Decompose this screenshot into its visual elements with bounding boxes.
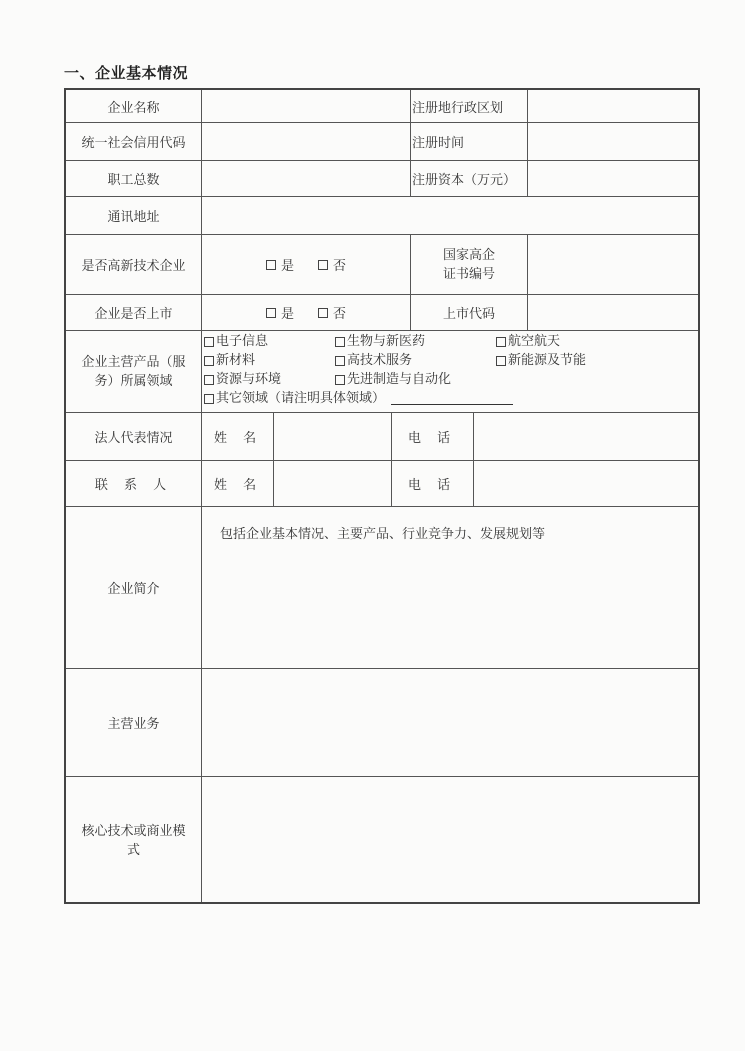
label-cert-number: 国家高企 证书编号 <box>442 247 495 282</box>
domain-electronics-checkbox[interactable]: 电子信息 <box>204 332 268 351</box>
listed-options <box>202 295 410 330</box>
core-tech-field[interactable] <box>202 777 700 904</box>
label-staff: 职工总数 <box>107 173 160 188</box>
reg-capital-field[interactable] <box>528 161 700 196</box>
hightech-yes-checkbox[interactable]: 是 <box>266 255 294 274</box>
domain-energy-checkbox[interactable]: 新能源及节能 <box>496 351 586 370</box>
label-listed: 企业是否上市 <box>94 307 173 322</box>
checkbox-icon <box>266 308 276 318</box>
label-address: 通讯地址 <box>107 210 160 225</box>
label-contact: 联 系 人 <box>94 478 173 493</box>
hightech-no-checkbox[interactable]: 否 <box>318 255 346 274</box>
checkbox-icon <box>496 337 506 347</box>
label-intro: 企业简介 <box>107 582 160 597</box>
contact-phone-field[interactable] <box>474 461 700 506</box>
credit-code-field[interactable] <box>202 123 410 160</box>
domain-biomed-checkbox[interactable]: 生物与新医药 <box>335 332 425 351</box>
legal-rep-phone-label: 电 话 <box>408 431 457 446</box>
other-domain-blank[interactable] <box>391 392 513 405</box>
reg-region-field[interactable] <box>528 90 700 122</box>
reg-time-field[interactable] <box>528 123 700 160</box>
legal-rep-name-label: 姓 名 <box>214 431 263 446</box>
domain-other-checkbox[interactable]: 其它领域（请注明具体领域） <box>204 389 513 408</box>
checkbox-icon <box>204 394 214 404</box>
contact-phone-label: 电 话 <box>408 478 457 493</box>
basic-info-form <box>64 88 700 904</box>
business-field[interactable] <box>202 669 700 776</box>
domain-environment-checkbox[interactable]: 资源与环境 <box>204 370 281 389</box>
label-company-name: 企业名称 <box>107 100 160 116</box>
domain-manufacturing-checkbox[interactable]: 先进制造与自动化 <box>335 370 451 389</box>
label-reg-time: 注册时间 <box>412 136 465 151</box>
legal-rep-name-field[interactable] <box>274 413 391 460</box>
checkbox-icon <box>335 356 345 366</box>
listed-yes-checkbox[interactable]: 是 <box>266 303 294 322</box>
label-business: 主营业务 <box>107 717 160 732</box>
cert-number-field[interactable] <box>528 235 700 294</box>
section-heading: 一、企业基本情况 <box>64 64 189 82</box>
intro-hint: 包括企业基本情况、主要产品、行业竞争力、发展规划等 <box>220 527 546 542</box>
domain-materials-checkbox[interactable]: 新材料 <box>204 351 255 370</box>
label-legal-rep: 法人代表情况 <box>94 431 173 446</box>
label-reg-capital: 注册资本（万元） <box>412 173 517 188</box>
domain-hightech-service-checkbox[interactable]: 高技术服务 <box>335 351 412 370</box>
checkbox-icon <box>204 337 214 347</box>
checkbox-icon <box>335 375 345 385</box>
checkbox-icon <box>318 260 328 270</box>
listed-no-checkbox[interactable]: 否 <box>318 303 346 322</box>
checkbox-icon <box>266 260 276 270</box>
domain-aerospace-checkbox[interactable]: 航空航天 <box>496 332 560 351</box>
checkbox-icon <box>204 356 214 366</box>
label-domain: 企业主营产品（服 务）所属领域 <box>81 354 186 389</box>
contact-name-field[interactable] <box>274 461 391 506</box>
stock-code-field[interactable] <box>528 295 700 330</box>
checkbox-icon <box>496 356 506 366</box>
domain-options <box>204 332 700 412</box>
company-name-field[interactable] <box>202 90 410 122</box>
label-hightech: 是否高新技术企业 <box>81 259 186 274</box>
hightech-options <box>202 235 410 294</box>
contact-name-label: 姓 名 <box>214 478 263 493</box>
label-core-tech: 核心技术或商业模 式 <box>81 823 186 858</box>
staff-field[interactable] <box>202 161 410 196</box>
address-field[interactable] <box>202 197 700 234</box>
checkbox-icon <box>204 375 214 385</box>
checkbox-icon <box>318 308 328 318</box>
legal-rep-phone-field[interactable] <box>474 413 700 460</box>
checkbox-icon <box>335 337 345 347</box>
label-stock-code: 上市代码 <box>442 307 495 322</box>
label-credit-code: 统一社会信用代码 <box>81 136 186 151</box>
label-reg-region: 注册地行政区划 <box>412 100 504 116</box>
